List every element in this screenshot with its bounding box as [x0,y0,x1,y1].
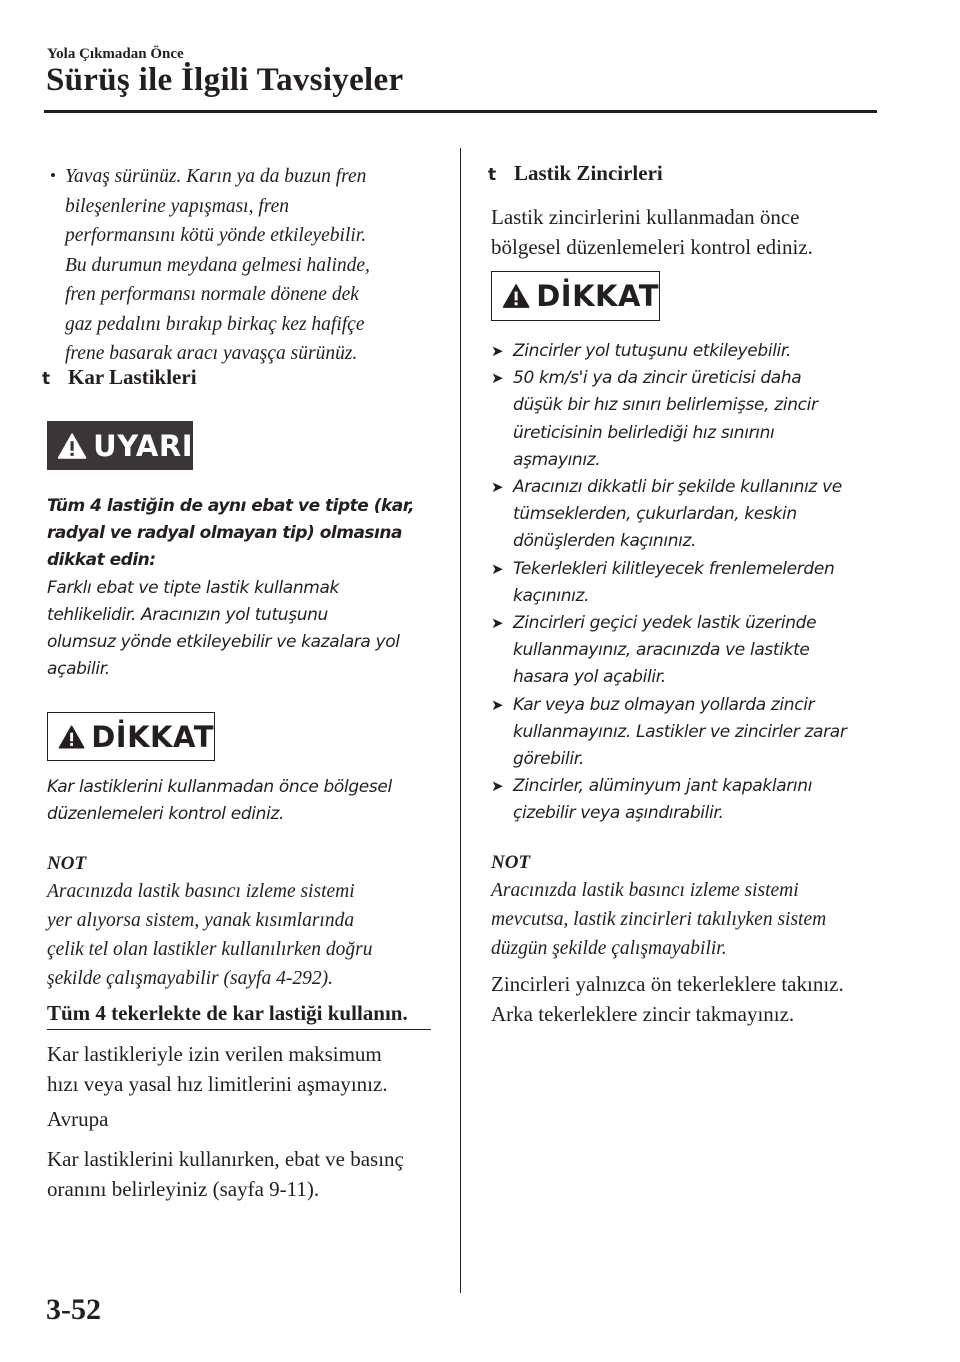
list-line: Zincirler yol tutuşunu etkileyebilir. [513,341,792,361]
section-marker-icon: t [488,165,497,185]
note-content [491,876,911,963]
warning-line: olumsuz yönde etkileyebilir ve kazalara yol [47,632,400,653]
arrow-icon: ➤ [491,342,504,360]
caution-box [47,712,215,761]
list-line: üreticisinin belirlediği hız sınırını [513,422,775,443]
list-line: dönüşlerden kaçınınız. [513,531,697,552]
arrow-icon: ➤ [491,695,504,714]
page-title: Sürüş ile İlgili Tavsiyeler [46,62,404,98]
warning-triangle-icon [57,429,87,463]
bullet-line: Bu durumun meydana gelmesi halinde, [65,254,370,276]
list-item [491,365,901,474]
warning-triangle-icon [58,720,85,754]
column-divider [460,148,461,1293]
bullet-line: bileşenlerine yapışması, fren [65,195,290,217]
bullet-paragraph [50,162,450,369]
warning-line: Farklı ebat ve tipte lastik kullanmak [47,577,340,598]
note-line: şekilde çalışmayabilir (sayfa 4-292). [47,968,333,989]
sub-body [47,1040,457,1099]
body-line: Zincirleri yalnızca ön tekerleklere takınız. [491,972,844,996]
section-title: Lastik Zincirleri [514,161,663,185]
bullet-line: Yavaş sürünüz. Karın ya da buzun fren [65,166,367,187]
subheading-all-wheels: Tüm 4 tekerlekte de kar lastiği kullanın. [47,1001,431,1030]
list-line: Aracınızı dikkatli bir şekilde kullanınız ve [513,477,842,498]
note-line: mevcutsa, lastik zincirleri takılıyken sistem [491,909,827,930]
warning-line: açabilir. [47,659,110,680]
arrow-icon: ➤ [491,777,504,796]
list-item [491,338,901,365]
body-line: Lastik zincirlerini kullanmadan önce [491,205,800,229]
body-line: oranını belirleyiniz (sayfa 9-11). [47,1176,320,1201]
region-heading: Avrupa [47,1107,109,1131]
list-line: görebilir. [513,749,584,770]
section-heading-chains [488,161,663,186]
caution-content [47,774,457,828]
list-line: hasara yol açabilir. [513,667,666,688]
list-item [491,610,901,692]
note-label: NOT [47,853,87,874]
warning-content [47,493,457,683]
warning-bold-line: Tüm 4 lastiğin de aynı ebat ve tipte (kar, [47,496,415,516]
chains-intro [491,203,911,262]
warning-bold-line: dikkat edin: [47,550,156,571]
caution-box [491,271,660,321]
section-title: Kar Lastikleri [68,365,197,389]
note-heading [47,853,86,875]
section-marker-icon: t [42,369,51,389]
caution-line: Kar lastiklerini kullanmadan önce bölgesel [47,777,392,797]
header-rule [44,110,877,113]
list-line: Zincirleri geçici yedek lastik üzerinde [513,613,817,634]
chapter-label: Yola Çıkmadan Önce [47,46,184,62]
note-heading [491,852,530,874]
list-item [491,773,901,827]
body-line: hızı veya yasal hız limitlerini aşmayınız. [47,1071,388,1096]
section-heading-snow-tires [42,365,197,390]
list-item [491,556,901,610]
bullet-line: performansını kötü yönde etkileyebilir. [65,225,367,246]
bullet-line: gaz pedalını bırakıp birkaç kez hafifçe [65,313,365,335]
bullet-line: fren performansı normale dönene dek [65,284,359,305]
caution-label: DİKKAT [91,719,214,754]
warning-box [47,421,193,470]
list-item [491,474,901,556]
list-line: kullanmayınız. Lastikler ve zincirler zarar [513,721,847,742]
list-line: aşmayınız. [513,449,601,470]
list-line: kullanmayınız, aracınızda ve lastikte [513,640,810,661]
list-line: düşük bir hız sınırı belirlemişse, zincir [513,395,818,416]
note-line: yer alıyorsa sistem, yanak kısımlarında [47,910,355,931]
body-line: Arka tekerleklere zincir takmayınız. [491,1001,795,1026]
list-line: tümseklerden, çukurlardan, keskin [513,504,797,525]
list-line: 50 km/s'i ya da zincir üreticisi daha [513,368,802,389]
caution-list [491,338,901,828]
bullet-line: frene basarak aracı yavaşça sürünüz. [65,343,358,364]
note-line: Aracınızda lastik basıncı izleme sistemi [47,881,355,902]
arrow-icon: ➤ [491,614,504,633]
body-line: Kar lastiklerini kullanırken, ebat ve basınç [47,1147,404,1171]
caution-label: DİKKAT [536,279,659,313]
arrow-icon: ➤ [491,559,504,578]
warning-triangle-icon [502,279,530,313]
page-number: 3-52 [46,1293,101,1326]
list-line: çizebilir veya aşındırabilir. [513,803,724,824]
warning-line: tehlikelidir. Aracınızın yol tutuşunu [47,604,328,625]
note-line: çelik tel olan lastikler kullanılırken doğru [47,939,373,960]
list-line: kaçınınız. [513,585,590,606]
body-line: bölgesel düzenlemeleri kontrol ediniz. [491,234,813,259]
note-line: Aracınızda lastik basıncı izleme sistemi [491,880,799,901]
list-item [491,692,901,774]
arrow-icon: ➤ [491,369,504,388]
list-line: Kar veya buz olmayan yollarda zincir [513,694,815,715]
arrow-icon: ➤ [491,478,504,497]
warning-label: UYARI [93,428,193,463]
note-label: NOT [491,852,531,873]
list-line: Tekerlekleri kilitleyecek frenlemelerden [513,558,835,579]
warning-bold-line: radyal ve radyal olmayan tip) olmasına [47,523,402,544]
region-body [47,1145,457,1204]
note-content [47,877,457,993]
caution-line: düzenlemeleri kontrol ediniz. [47,804,285,825]
chains-final [491,970,911,1029]
list-line: Zincirler, alüminyum jant kapaklarını [513,776,813,797]
note-line: düzgün şekilde çalışmayabilir. [491,938,727,959]
body-line: Kar lastikleriyle izin verilen maksimum [47,1042,382,1066]
bullet-icon: • [50,166,56,185]
